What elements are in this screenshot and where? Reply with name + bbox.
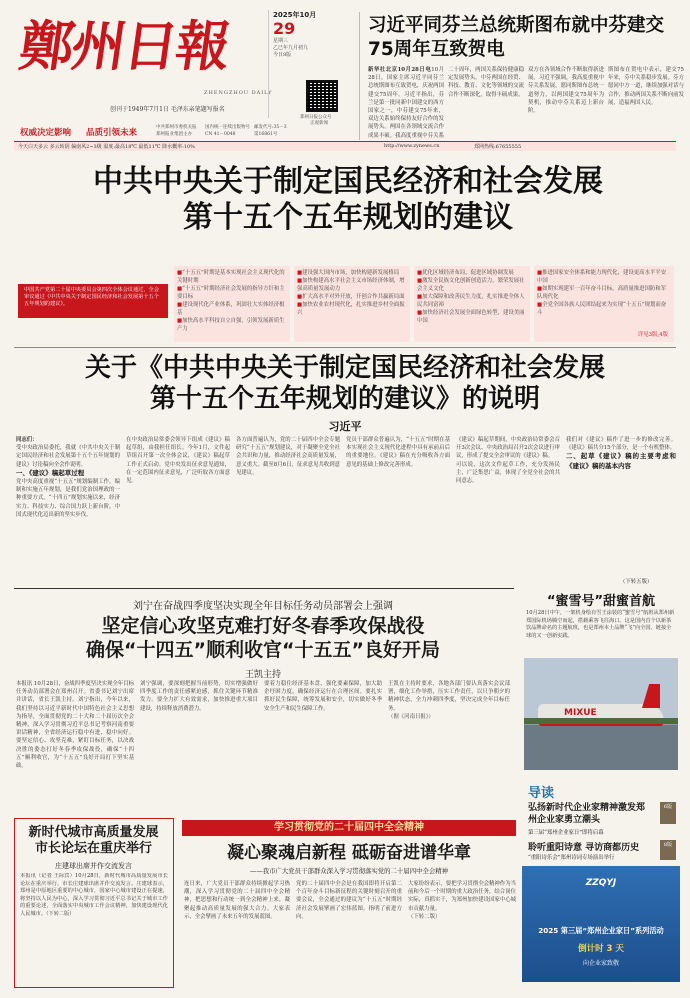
meeting-continued[interactable]: （据《河南日报》） [388, 713, 434, 720]
guide-title: 导读 [528, 786, 555, 801]
main-headline-line1[interactable]: 中共中央关于制定国民经济和社会发展 [93, 164, 603, 199]
postal-code-2: 第16861号 [254, 132, 278, 137]
study-col2 [296, 880, 402, 988]
plan-intro: 中国共产党第二十届中央委员会第四次全体会议通过，全会审议通过《中共中央关于制定国民经济和社会发展第十五个五年规划的建议》。 [24, 287, 159, 308]
ad-body: 10月28日中午，一架机身绘有雪王涂装的“蜜雪号”航班从郑州新郑国际机场腾空而起，搭载乘客飞往海口。这是国内首个以新茶饮品牌命名的主题航班，也是郑州本土品牌“飞”向全国、链接全球的又一创新实践。 [526, 610, 675, 639]
entrepreneur-countdown: 倒计时 3 天 [578, 944, 624, 954]
top-story-dateline: 新华社北京10月28日电 [368, 67, 432, 73]
study-continued[interactable]: （下转二版） [408, 913, 441, 920]
forum-continued[interactable]: （下转二版） [45, 910, 75, 917]
guide-panel [522, 780, 680, 864]
plan-item[interactable]: 激发全民族文化创新创造活力，繁荣发展社会主义文化 [417, 278, 525, 292]
plan-item[interactable]: 建设强大国内市场，加快构建新发展格局 [302, 270, 400, 276]
explanation-title-line2[interactable]: 第十五个五年规划的建议》的说明 [149, 384, 540, 414]
explanation-col1 [16, 436, 120, 576]
forum-headline-2[interactable]: 市长论坛在重庆举行 [34, 841, 152, 856]
explanation-continued[interactable]: （下转五版） [620, 579, 653, 585]
study-text: 连日来，广大党员干部群众持续掀起学习热潮，深入学习贯彻党的二十届四中全会精神，把思想和行动统一到全会精神上来，凝聚起推动高质量发展的强大合力。大家表示，全会擘画了未来五年的发展蓝图。 [184, 881, 290, 920]
plan-intro-box [18, 284, 168, 318]
postal-code: 邮发代号:35－3 [254, 125, 287, 130]
guide-item-1-page[interactable]: 6版 [660, 802, 676, 824]
plan-item[interactable]: 加快构建高水平社会主义市场经济体制，增强高质量发展动力 [297, 278, 405, 292]
forum-body-text: 本报讯（记者 王际宾）10月28日，新时代城市高质量发展市长论坛在重庆举行。市长庄建球出席并作交流发言。庄建球表示，郑州是中原地区重要的中心城市，国家中心城市建设正在提速，将坚持以人民为中心，深入学习贯彻习近平总书记关于城市工作的重要论述，全面落实中央城市工作会议精神，加快建设现代化人民城市。 [20, 873, 168, 917]
date-year-month: 2025年10月 [273, 11, 317, 19]
forum-body [20, 873, 168, 985]
plan-item[interactable]: 全党全国各族人民团结起来为实现“十五五”规划而奋斗 [537, 302, 667, 316]
guide-item-2-sub: “重阳诗乐会”郑州诗词专场演出举行 [528, 855, 615, 861]
explanation-title-line1[interactable]: 关于《中共中央关于制定国民经济和社会发展 [84, 353, 605, 383]
top-story-col4: 斯图布在贺电中表示，建交75年来，芬中关系稳步发展。芬方愿同中方一道，继续加强对话与合作，推动两国关系不断向前发展，造福两国人民。 [608, 67, 684, 106]
explanation-text: 在中央政治局常委会领导下组成《建议》稿起草组，由我担任组长。今年1月，文件起草组召开第一次全体会议，《建议》稿起草工作正式启动。党中央发出征求意见通知，在一定范围内征求意见，广泛听取各方面意见。 [126, 437, 230, 485]
meeting-headline-2[interactable]: 确保“十四五”顺利收官“十五五”良好开局 [86, 639, 440, 661]
study-banner [182, 820, 516, 836]
guide-item-1-sub: 第三届“郑州企业家日”即将启幕 [528, 830, 604, 836]
weather-ticker [14, 141, 676, 151]
entrepreneur-banner[interactable] [522, 866, 680, 982]
ad-panel [522, 588, 680, 778]
meeting-body: 本报讯 10月28日，奋战四季度坚决实现全年目标任务动员部署会在郑州召开。省委书记刘宁出席并讲话，省长王凯主持。刘宁指出，今年以来，我们坚持以习近平新时代中国特色社会主义思想为指导，全面贯彻党的二十大和二十届历次全会精神，深入学习贯彻习近平总书记考察河南重要讲话精神，全省经济运行稳中有进、稳中向好。要坚定信心、攻坚克难，紧盯目标任务，以决战决胜的姿态打好冬春季攻保战役，确保“十四五”顺利收官，为“十五五”良好开局打下坚实基础。 [16, 681, 134, 770]
plan-item[interactable]: 加快农业农村现代化，扎实推进乡村全面振兴 [297, 302, 405, 316]
guide-item-1[interactable]: 弘扬新时代企业家精神激发郑州企业家勇立潮头 [528, 803, 646, 825]
explanation-subhead-2: 二、起草《建议》稿的主要考虑和《建议》稿的基本内容 [566, 452, 676, 470]
explanation-col5 [456, 436, 560, 576]
study-col3 [408, 880, 516, 988]
explanation-text: 《建议》稿起草期间，中央政治局常委会召开3次会议、中央政治局召开2次会议进行审议，形成了提交全会审议的《建议》稿。 [456, 437, 560, 460]
explanation-greeting: 同志们： [16, 437, 38, 443]
forum-box [14, 818, 174, 988]
meeting-col3: 要着力稳住经济基本盘，强化要素保障，加大助企纾困力度，确保经济运行在合理区间。要扎实抓好民生保障，统筹发展和安全，切实做好冬季安全生产和民生保障工作。 [264, 681, 382, 712]
top-story-col2: 二十周年，两国关系保持健康稳定发展势头。中芬两国在经贸、科技、教育、文化等领域的交流合作不断深化，取得丰硕成果。 [448, 67, 524, 98]
hotline: 郑网热线:67655555 [474, 144, 522, 150]
plan-item[interactable]: 建设现代化产业体系，巩固壮大实体经济根基 [177, 302, 285, 316]
study-col1 [184, 880, 290, 988]
explanation-col2 [126, 436, 230, 576]
date-pages: 今日8版 [273, 52, 292, 58]
explanation-subhead-1: 一、《建议》稿起草过程 [16, 468, 85, 477]
ad-photo[interactable] [524, 658, 678, 770]
slogan-left: 权威决定影响 [20, 128, 72, 138]
plan-box [14, 262, 676, 344]
plan-item[interactable]: “十五五”时期是基本实现社会主义现代化的关键时期 [177, 270, 285, 284]
top-story-col1 [368, 66, 444, 138]
meeting-col4: 王凯在主持时要求，各地各部门要认真落实会议部署，细化工作举措，压实工作责任，以只争朝夕的精神状态，全力冲刺四季度，坚决完成全年目标任务。 （据《河南日报》） [388, 681, 510, 720]
explanation-col6 [566, 436, 676, 576]
entrepreneur-logo: ZZQYJ [585, 878, 617, 888]
plan-item[interactable]: 如期实现建军一百年奋斗目标，高质量推进国防和军队现代化 [537, 286, 667, 300]
founding-note: 创刊于1949年7月1日 毛泽东亲笔题写报名 [110, 106, 225, 113]
study-text: 大家纷纷表示，要把学习贯彻全会精神作为当前和今后一个时期的重大政治任务，结合岗位实际，真抓实干，为郑州加快建设国家中心城市贡献力量。 [408, 881, 516, 912]
plan-col3: ■优化区域经济布局，促进区域协调发展 ■激发全民族文化创新创造活力，繁荣发展社会主义文化 ■加大保障和改善民生力度，扎实推进全体人民共同富裕 ■加快经济社会发展全面绿色转型，建设美丽中国 [414, 266, 530, 342]
main-headline-line2[interactable]: 第十五个五年规划的建议 [183, 200, 513, 235]
plan-col4: ■推进国家安全体系和能力现代化，建设更高水平平安中国 ■如期实现建军一百年奋斗目标，高质量推进国防和军队现代化 ■全党全国各族人民团结起来为实现“十五五”规划而奋斗 详见3版,4版 [534, 266, 674, 342]
entrepreneur-footer: 向企业家致敬 [582, 960, 619, 967]
weather-text: 今天白天多云 多云转阴 偏南风2~3级 温度:最高18℃ 最低11℃ 降水概率:10% [18, 144, 195, 150]
issuer-2: 郑州报业集团主办 [156, 132, 192, 137]
plan-item[interactable]: 推进国家安全体系和能力现代化，建设更高水平平安中国 [537, 270, 667, 284]
airplane-tail-icon [642, 684, 660, 708]
date-lunar: 乙巳年九月初九 [273, 45, 309, 51]
plan-item[interactable]: 加快高水平科技自立自强，引领发展新质生产力 [177, 318, 285, 332]
top-divider [359, 12, 360, 140]
ad-title[interactable]: “蜜雪号”甜蜜首航 [546, 594, 656, 609]
explanation-author: 习近平 [328, 420, 362, 433]
explanation-col3 [236, 436, 340, 576]
tree-icon [524, 718, 678, 724]
rule-meeting [14, 588, 514, 589]
plan-col2: ■建设强大国内市场，加快构建新发展格局 ■加快构建高水平社会主义市场经济体制，增强高质量发展动力 ■扩大高水平对外开放，开创合作共赢新局面 ■加快农业农村现代化，扎实推进乡村全面振兴 [294, 266, 410, 342]
explanation-col4 [346, 436, 450, 576]
top-story-body: 10月28日，国家主席习近平同芬兰总统斯图布互致贺电，庆祝两国建交75周年。习近平指出，芬兰是第一批同新中国建交的西方国家之一，中芬建交75年来，双边关系始终保持友好合作的发展势头。两国在各领域交流合作成果丰硕。我高度重视中芬关系 [368, 67, 444, 138]
newspaper-logo: 鄭州日報 [15, 14, 233, 78]
meeting-col1 [16, 680, 134, 810]
explanation-text: 我们对《建议》稿作了进一步的修改完善。《建议》稿共分15个部分，是一个有机整体。 [566, 437, 676, 452]
explanation-text: 可以说，这次文件起草工作，充分发扬民主，广泛集思广益，体现了全党全社会的共同意志。 [456, 461, 560, 485]
explanation-text: 党员干部群众普遍认为，“十五五”时期在基本实现社会主义现代化进程中具有承前启后的重要地位。《建议》稿在充分吸收各方面意见的基础上修改完善形成。 [346, 437, 450, 468]
logo-pinyin: ZHENGZHOU DAILY [204, 90, 273, 96]
plan-item[interactable]: 加快经济社会发展全面绿色转型，建设美丽中国 [417, 310, 525, 324]
plan-col1: ■“十五五”时期是基本实现社会主义现代化的关键时期 ■“十五五”时期经济社会发展的指导方针和主要目标 ■建设现代化产业体系，巩固壮大实体经济根基 ■加快高水平科技自立自强，引领发展新质生产力 [174, 266, 290, 342]
qr-code[interactable] [306, 80, 338, 112]
plan-see-link[interactable]: 详见3版,4版 [637, 332, 668, 338]
forum-headline-1[interactable]: 新时代城市高质量发展 [28, 825, 159, 840]
study-text: 党的二十届四中全会是在我国即将开启第二个百年奋斗目标新征程的关键时刻召开的重要会议，全会通过的建议为“十五五”时期经济社会发展擘画了宏伟蓝图，指明了前进方向。 [296, 881, 402, 920]
explanation-text: 各方面普遍认为，党的二十届四中全会专题研究“十五五”规划建议，对于凝聚全党全社会共识和力量，推动经济社会高质量发展，意义重大。截至8月6日，征求意见共收到意见建议。 [236, 437, 340, 476]
explanation-text: 党中央高度重视“十五五”规划编制工作。编制和实施五年规划，是我们党治国理政的一种重要方式。“十四五”规划实施以来，经济实力、科技实力、综合国力跃上新台阶，中国式现代化迈出新的坚实步伐。 [16, 479, 120, 518]
plan-item[interactable]: 加大保障和改善民生力度，扎实推进全体人民共同富裕 [417, 294, 525, 308]
study-headline[interactable]: 凝心聚魂启新程 砥砺奋进谱华章 [227, 843, 471, 863]
guide-item-2-page[interactable]: 8版 [660, 840, 676, 860]
plan-item[interactable]: 优化区域经济布局，促进区域协调发展 [422, 270, 514, 276]
explanation-text: 受中央政治局委托，我就《中共中央关于制定国民经济和社会发展第十五个五年规划的建议》讨论稿向全会作说明。 [16, 445, 120, 468]
meeting-host: 王凯主持 [244, 670, 281, 680]
slogan-mid: 品质引领未来 [86, 128, 138, 138]
study-sub: ——我市广大党员干部群众深入学习贯彻落实党的二十届四中全会精神 [249, 867, 449, 875]
meeting-headline-1[interactable]: 坚定信心攻坚克难打好冬春季攻保战役 [101, 615, 425, 637]
meeting-col2: 刘宁强调，要深刻把握当前形势，切实增强做好四季度工作的责任感紧迫感，抓住关键环节精准发力。要全力扩大有效需求，加快推进重大项目建设，持续释放消费潜力。 [140, 681, 258, 712]
ad-photo-label: MIXUE [564, 708, 597, 718]
website-link[interactable]: http://www.zynews.cn [384, 143, 440, 149]
qr-caption-2: 正观新闻 [310, 121, 328, 126]
rule-explanation [14, 347, 676, 348]
guide-item-2[interactable]: 聆听重阳诗意 寻访商都历史 [528, 843, 640, 853]
qr-caption: 郑州日报公众号 [300, 115, 332, 120]
plan-item[interactable]: “十五五”时期经济社会发展的指导方针和主要目标 [177, 286, 285, 300]
cn-number: 国内统一连续出版物号 [205, 125, 250, 130]
meeting-kicker: 刘宁在奋战四季度坚决实现全年目标任务动员部署会上强调 [133, 601, 393, 612]
issuer: 中共郑州市委机关报 [156, 125, 197, 130]
cn-number-2: CN 41－0048 [205, 132, 236, 137]
date-day: 29 [273, 19, 296, 38]
entrepreneur-title: 2025 第三届“郑州企业家日”系列活动 [538, 926, 664, 935]
plan-item[interactable]: 扩大高水平对外开放，开创合作共赢新局面 [302, 294, 405, 300]
forum-sub: 庄建球出席并作交流发言 [55, 862, 132, 870]
date-weekday: 星期三 [273, 38, 289, 44]
top-story-headline[interactable]: 习近平同芬兰总统斯图布就中芬建交75周年互致贺电 [368, 15, 665, 60]
top-story-col3: 双方在各领域合作不断取得新进展。习近平强调，我高度重视中芬关系发展，愿同斯图布总统一道努力，以两国建交75周年为契机，推动中芬关系迈上新台阶。 [528, 67, 604, 115]
study-banner-text: 学习贯彻党的二十届四中全会精神 [274, 822, 424, 833]
